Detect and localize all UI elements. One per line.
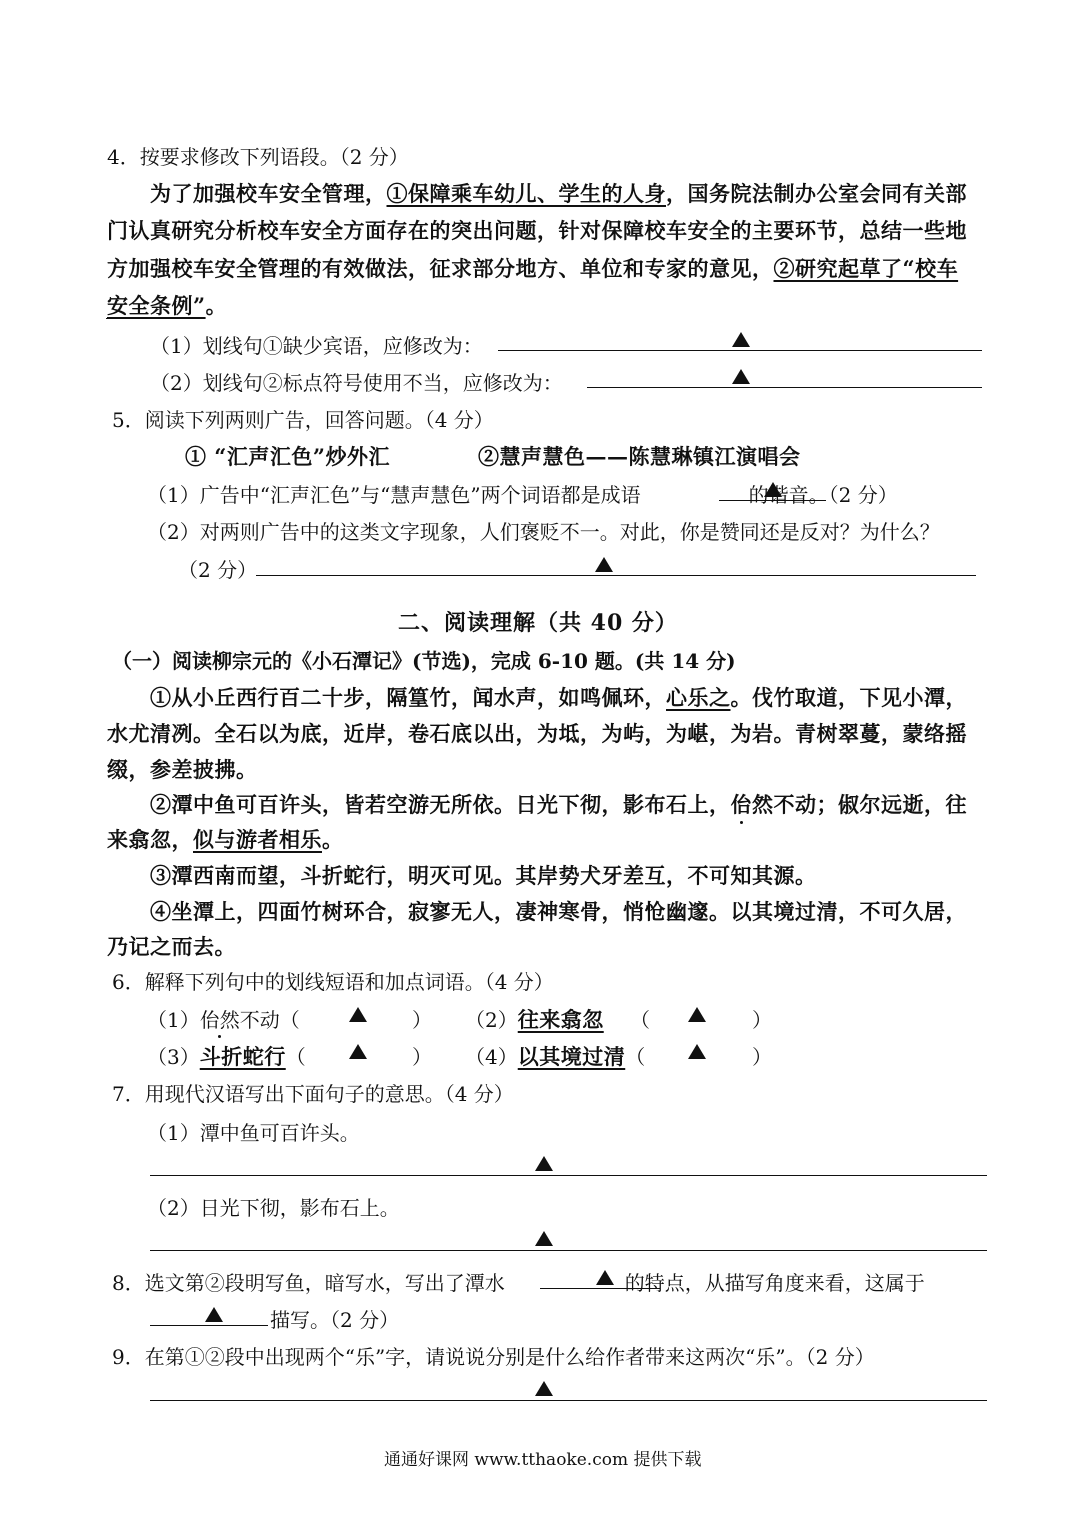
q6-item3: （3）斗折蛇行（ — [147, 1044, 306, 1069]
answer-marker — [732, 369, 750, 384]
q6-stem: 6．解释下列句中的划线短语和加点词语。（4 分） — [112, 970, 554, 994]
divider — [106, 318, 178, 319]
q6-item2: （2）往来翕忽 — [465, 1007, 604, 1032]
passage-p2-line2: 来翕忽，似与游者相乐。 — [107, 827, 344, 852]
q6-item3-close: ） — [412, 1045, 432, 1069]
passage-p2-line1: ②潭中鱼可百许头，皆若空游无所依。日光下彻，影布石上，佁然不动；俶尔远逝，往 — [150, 789, 967, 819]
passage-p1-line1: ①从小丘西行百二十步，隔篁竹，闻水声，如鸣佩环，心乐之。伐竹取道，下见小潭， — [150, 685, 967, 710]
answer-marker — [688, 1044, 706, 1059]
answer-marker — [535, 1381, 553, 1396]
answer-marker — [732, 332, 750, 347]
answer-line-q4-1[interactable] — [498, 350, 982, 351]
q5-sub2-score: （2 分） — [178, 558, 258, 582]
page-footer: 通通好课网 www.tthaoke.com 提供下载 — [384, 1450, 702, 1470]
passage-p4-line2: 乃记之而去。 — [107, 934, 236, 959]
q6-item2-open: （ — [630, 1008, 650, 1032]
answer-marker — [596, 1270, 614, 1285]
passage-p1-line2: 水尤清冽。全石以为底，近岸，卷石底以出，为坻，为屿，为嵁，为岩。青树翠蔓，蒙络摇 — [107, 721, 967, 746]
answer-line-q4-2[interactable] — [587, 387, 982, 388]
q4-sub2: （2）划线句②标点符号使用不当，应修改为： — [150, 371, 563, 395]
answer-marker — [535, 1231, 553, 1246]
q4-stem: 4．按要求修改下列语段。（2 分） — [107, 145, 409, 169]
answer-marker — [349, 1007, 367, 1022]
q6-item1-close: ） — [412, 1008, 432, 1032]
answer-line-q5-1[interactable] — [719, 500, 826, 501]
q7-sentence1: （1）潭中鱼可百许头。 — [147, 1121, 360, 1145]
q7-stem: 7．用现代汉语写出下面句子的意思。（4 分） — [112, 1082, 514, 1106]
q6-item4-close: ） — [752, 1045, 772, 1069]
q9-stem: 9．在第①②段中出现两个“乐”字，请说说分别是什么给作者带来这两次“乐”。（2 分） — [112, 1345, 875, 1369]
answer-marker — [349, 1044, 367, 1059]
q7-sentence2: （2）日光下彻，影布石上。 — [147, 1196, 400, 1220]
q8-line2: 描写。（2 分） — [270, 1308, 400, 1332]
answer-marker — [205, 1307, 223, 1322]
section-intro: （一）阅读柳宗元的《小石潭记》(节选)，完成 6-10 题。(共 14 分) — [112, 649, 736, 673]
answer-line-q5-2[interactable] — [256, 575, 976, 576]
answer-marker — [764, 482, 782, 497]
answer-line-q7-1[interactable] — [150, 1175, 987, 1176]
passage-p1-line3: 缀，参差披拂。 — [107, 757, 258, 782]
answer-marker — [595, 557, 613, 572]
q5-ad1: ① “汇声汇色”炒外汇 — [185, 444, 390, 469]
q5-sub2: （2）对两则广告中的这类文字现象，人们褒贬不一。对此，你是赞同还是反对？为什么？ — [147, 520, 940, 544]
section-title: 二、阅读理解（共 40 分） — [398, 610, 678, 636]
q6-item1: （1）佁然不动（ — [147, 1004, 300, 1033]
q6-item4: （4）以其境过清（ — [465, 1044, 646, 1069]
q4-para-line4: 安全条例”。 — [107, 293, 228, 318]
q5-sub1: （1）广告中“汇声汇色”与“慧声慧色”两个词语都是成语 的谐音。（2 分） — [147, 483, 898, 507]
answer-marker — [535, 1156, 553, 1171]
q5-ad2: ②慧声慧色——陈慧琳镇江演唱会 — [478, 444, 801, 469]
answer-line-q9[interactable] — [150, 1400, 987, 1401]
q5-stem: 5．阅读下列两则广告，回答问题。（4 分） — [112, 408, 494, 432]
passage-p4-line1: ④坐潭上，四面竹树环合，寂寥无人，凄神寒骨，悄怆幽邃。以其境过清，不可久居， — [150, 899, 967, 924]
answer-line-q8-1[interactable] — [540, 1288, 660, 1289]
passage-p3: ③潭西南而望，斗折蛇行，明灭可见。其岸势犬牙差互，不可知其源。 — [150, 863, 817, 888]
q8-line1: 8．选文第②段明写鱼，暗写水，写出了潭水 的特点，从描写角度来看，这属于 — [112, 1271, 925, 1295]
q4-para-line1: 为了加强校车安全管理，①保障乘车幼儿、学生的人身，国务院法制办公室会同有关部 — [150, 181, 967, 206]
q4-para-line2: 门认真研究分析校车安全方面存在的突出问题，针对保障校车安全的主要环节，总结一些地 — [107, 218, 967, 243]
q4-para-line3: 方加强校车安全管理的有效做法，征求部分地方、单位和专家的意见，②研究起草了“校车 — [107, 256, 959, 281]
answer-marker — [688, 1007, 706, 1022]
answer-line-q8-2[interactable] — [150, 1325, 268, 1326]
q4-sub1: （1）划线句①缺少宾语，应修改为： — [150, 334, 483, 358]
q6-item2-close: ） — [752, 1008, 772, 1032]
answer-line-q7-2[interactable] — [150, 1250, 987, 1251]
